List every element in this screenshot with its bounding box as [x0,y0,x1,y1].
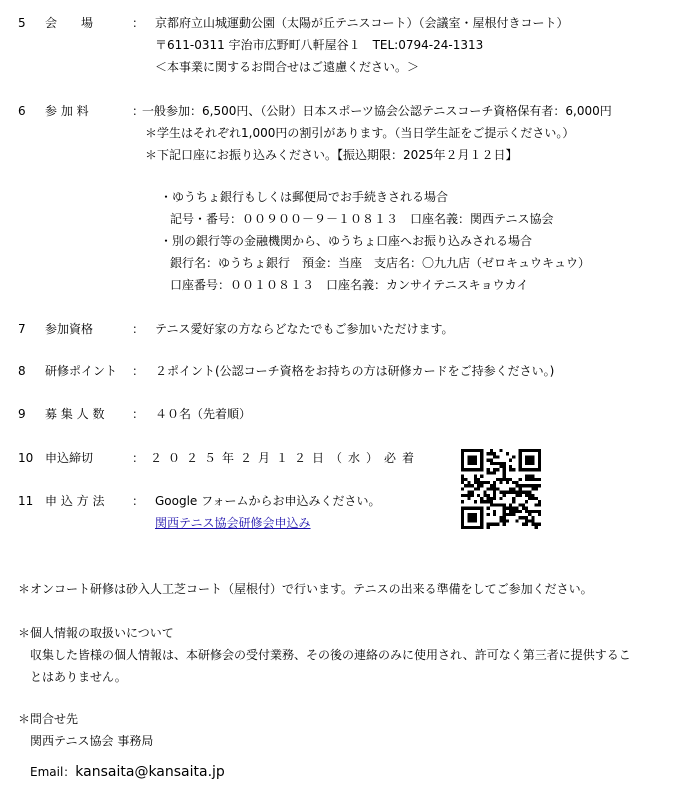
venue-note: ＜本事業に関するお問合せはご遠慮ください。＞ [155,60,420,74]
bank-account-other: 口座番号：００１０８１３ 口座名義：カンサイテニスキョウカイ [170,278,529,292]
section-number: 7 [18,322,26,336]
colon: ： [132,364,145,378]
privacy-title: ＊個人情報の取扱いについて [18,626,174,640]
privacy-body-line-1: 収集した皆様の個人情報は、本研修会の受付業務、その後の連絡のみに使用され、許可なく第三者に提供するこ [30,648,631,662]
section-number: 9 [18,407,26,421]
section-label-method: 申 込 方 法 [45,494,105,508]
colon: ： [132,407,145,421]
section-label-eligibility: 参加資格 [45,322,94,336]
oncourt-note: ＊オンコート研修は砂入人工芝コート（屋根付）で行います。テニスの出来る準備をしてご参加ください。 [18,582,593,596]
section-number: 6 [18,104,26,118]
contact-title: ＊問合せ先 [18,712,79,726]
contact-org: 関西テニス協会 事務局 [30,734,154,748]
section-label-points: 研修ポイント [45,364,118,378]
section-label-venue: 会 場 [45,16,94,30]
colon: ： [132,16,145,30]
eligibility-value: テニス愛好家の方ならどなたでもご参加いただけます。 [155,322,454,336]
bank-account-yucho: 記号・番号：００９００－９－１０８１３ 口座名義：関西テニス協会 [170,212,554,226]
venue-address: 〒611-0311 宇治市広野町八軒屋谷１ TEL:0794-24-1313 [155,38,484,52]
section-number: 10 [18,451,34,465]
fee-text: 一般参加：6,500円、（公財）日本スポーツ協会公認テニスコーチ資格保有者：6,000円 [142,104,612,118]
fee-note-transfer: ＊下記口座にお振り込みください。【振込期限：2025年２月１２日】 [145,148,518,162]
colon: ： [132,494,145,508]
section-number: 11 [18,494,34,508]
venue-name: 京都府立山城運動公園（太陽が丘テニスコート）（会議室・屋根付きコート） [155,16,569,30]
email-address[interactable]: kansaita@kansaita.jp [75,764,225,780]
email-row [30,764,225,780]
bank-case-other: ・別の銀行等の金融機関から、ゆうちょ口座へお振り込みされる場合 [160,234,533,248]
fee-note-student: ＊学生はそれぞれ1,000円の割引があります。（当日学生証をご提示ください。） [145,126,575,140]
section-number: 8 [18,364,26,378]
email-label: Email： [30,765,76,779]
privacy-body-line-2: とはありません。 [30,670,127,684]
colon: ： [132,104,145,118]
section-label-deadline: 申込締切 [45,451,94,465]
capacity-value: ４０名（先着順） [155,407,252,421]
method-value: Google フォームからお申込みください。 [155,494,381,508]
section-label-capacity: 募 集 人 数 [45,407,105,421]
colon: ： [132,451,145,465]
colon: ： [132,322,145,336]
bank-name-other: 銀行名：ゆうちょ銀行 預金：当座 支店名：〇九九店（ゼロキュウキュウ） [170,256,591,270]
section-number: 5 [18,16,26,30]
deadline-value: ２０２５年２月１２日（水）必着 [150,451,421,465]
qr-code-icon [461,449,541,529]
section-label-fee: 参 加 料 [45,104,89,118]
bank-case-yucho: ・ゆうちょ銀行もしくは郵便局でお手続きされる場合 [160,190,449,204]
points-value: ２ポイント(公認コーチ資格をお持ちの方は研修カードをご持参ください。) [155,364,555,378]
application-form-link[interactable]: 関西テニス協会研修会申込み [155,516,311,530]
